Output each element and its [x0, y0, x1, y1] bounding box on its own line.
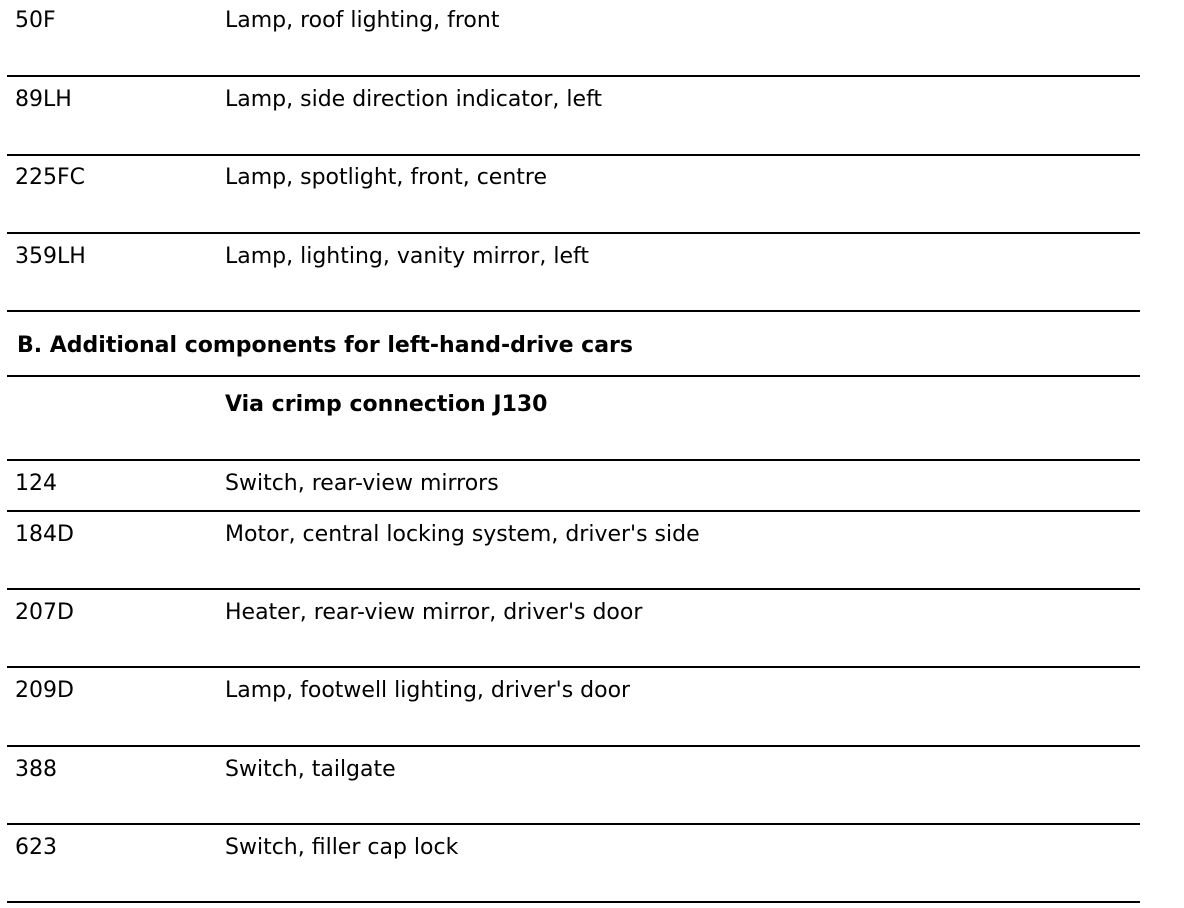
row-divider [7, 666, 1140, 668]
component-description: Switch, filler cap lock [225, 835, 459, 860]
component-description: Lamp, spotlight, front, centre [225, 165, 547, 190]
row-divider [7, 745, 1140, 747]
row-divider [7, 154, 1140, 156]
component-description: Lamp, side direction indicator, left [225, 87, 603, 112]
component-code: 207D [15, 600, 74, 625]
row-divider [7, 232, 1140, 234]
component-description: Switch, rear-view mirrors [225, 471, 499, 496]
row-divider [7, 310, 1140, 312]
section-divider [7, 375, 1140, 377]
component-code: 184D [15, 522, 74, 547]
row-divider [7, 510, 1140, 512]
component-code: 388 [15, 757, 57, 782]
component-code: 209D [15, 678, 74, 703]
component-code: 50F [15, 8, 56, 33]
component-description: Switch, tailgate [225, 757, 396, 782]
row-divider [7, 459, 1140, 461]
component-code: 623 [15, 835, 57, 860]
component-code: 89LH [15, 87, 72, 112]
component-code: 359LH [15, 244, 86, 269]
row-divider [7, 75, 1140, 77]
component-description: Lamp, roof lighting, front [225, 8, 500, 33]
row-divider [7, 823, 1140, 825]
component-description: Lamp, footwell lighting, driver's door [225, 678, 631, 703]
component-code: 225FC [15, 165, 86, 190]
row-divider [7, 588, 1140, 590]
component-code: 124 [15, 471, 57, 496]
component-description: Motor, central locking system, driver's side [225, 522, 700, 547]
component-description: Heater, rear-view mirror, driver's door [225, 600, 643, 625]
section-subheading: Via crimp connection J130 [225, 392, 548, 417]
section-heading: B. Additional components for left-hand-drive cars [17, 333, 633, 358]
row-divider [7, 901, 1140, 903]
component-description: Lamp, lighting, vanity mirror, left [225, 244, 589, 269]
